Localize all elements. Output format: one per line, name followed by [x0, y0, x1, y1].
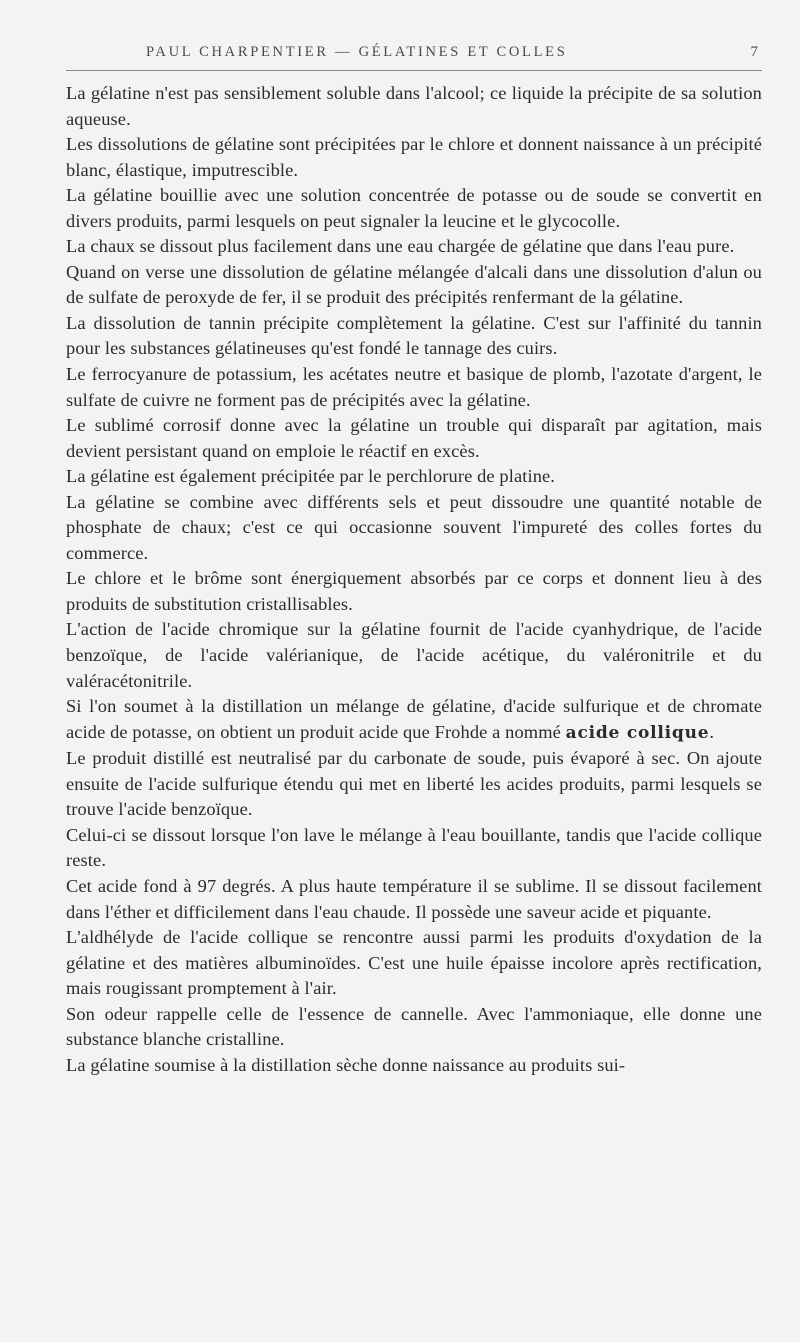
paragraph: La gélatine bouillie avec une solution concentrée de potasse ou de soude se convertit en divers produits, parmi lesquels on peut signaler la leucine et le glycocolle.: [66, 185, 762, 231]
paragraph-text-before-term: Si l'on soumet à la distillation un mélange de gélatine, d'acide sulfurique et de chromate acide de potasse, on obtient un produit acide que Frohde a nommé: [66, 696, 762, 742]
page-number: 7: [750, 44, 758, 60]
paragraph: Le produit distillé est neutralisé par du carbonate de soude, puis évaporé à sec. On ajoute ensuite de l'acide sulfurique étendu qui met en liberté les acides produits, parmi lesquels se trouve l'acide benzoïque.: [66, 748, 762, 820]
emphasized-term: acide collique: [565, 722, 710, 743]
paragraph: L'action de l'acide chromique sur la gélatine fournit de l'acide cyanhydrique, de l'acide benzoïque, de l'acide valérianique, de l'acide acétique, du valéronitrile et du valéracétonitrile.: [66, 619, 762, 691]
paragraph: Quand on verse une dissolution de gélatine mélangée d'alcali dans une dissolution d'alun ou de sulfate de peroxyde de fer, il se produit des précipités renfermant de la gélatine.: [66, 261, 762, 308]
paragraph: La dissolution de tannin précipite complètement la gélatine. C'est sur l'affinité du tannin pour les substances gélatineuses qu'est fondé le tannage des cuirs.: [66, 312, 762, 359]
paragraph: La chaux se dissout plus facilement dans une eau chargée de gélatine que dans l'eau pure.: [66, 236, 735, 257]
page-header: [66, 44, 762, 71]
paragraph: Son odeur rappelle celle de l'essence de cannelle. Avec l'ammoniaque, elle donne une substance blanche cristalline.: [66, 1003, 762, 1050]
paragraph: La gélatine soumise à la distillation sèche donne naissance au produits sui-: [66, 1054, 626, 1075]
paragraph: La gélatine est également précipitée par le perchlorure de platine.: [66, 466, 556, 487]
paragraph: La gélatine se combine avec différents sels et peut dissoudre une quantité notable de phosphate de chaux; c'est ce qui occasionne souvent l'impureté des colles fortes du commerce.: [66, 491, 762, 563]
running-head: PAUL CHARPENTIER — GÉLATINES ET COLLES: [146, 44, 568, 60]
paragraph: Cet acide fond à 97 degrés. A plus haute température il se sublime. Il se dissout facilement dans l'éther et difficilement dans l'eau chaude. Il possède une saveur acide et piquante.: [66, 875, 762, 922]
paragraph: L'aldhélyde de l'acide collique se rencontre aussi parmi les produits d'oxydation de la gélatine et des matières albuminoïdes. C'est une huile épaisse incolore après rectification, mais rougissant promptement à l'air.: [66, 927, 762, 999]
paragraph: Celui-ci se dissout lorsque l'on lave le mélange à l'eau bouillante, tandis que l'acide collique reste.: [66, 824, 762, 871]
paragraph: Le sublimé corrosif donne avec la gélatine un trouble qui disparaît par agitation, mais devient persistant quand on emploie le réactif en excès.: [66, 415, 762, 461]
paragraph: La gélatine n'est pas sensiblement soluble dans l'alcool; ce liquide la précipite de sa solution aqueuse.: [66, 83, 762, 129]
paragraph-text-after-term: .: [709, 721, 715, 742]
paragraph: Le chlore et le brôme sont énergiquement absorbés par ce corps et donnent lieu à des produits de substitution cristallisables.: [66, 568, 762, 614]
body-text: [66, 81, 762, 1078]
paragraph: Les dissolutions de gélatine sont précipitées par le chlore et donnent naissance à un précipité blanc, élastique, imputrescible.: [66, 134, 762, 180]
paragraph: Le ferrocyanure de potassium, les acétates neutre et basique de plomb, l'azotate d'argent, le sulfate de cuivre ne forment pas de précipités avec la gélatine.: [66, 364, 762, 410]
paragraph-acide-collique: [66, 694, 762, 746]
